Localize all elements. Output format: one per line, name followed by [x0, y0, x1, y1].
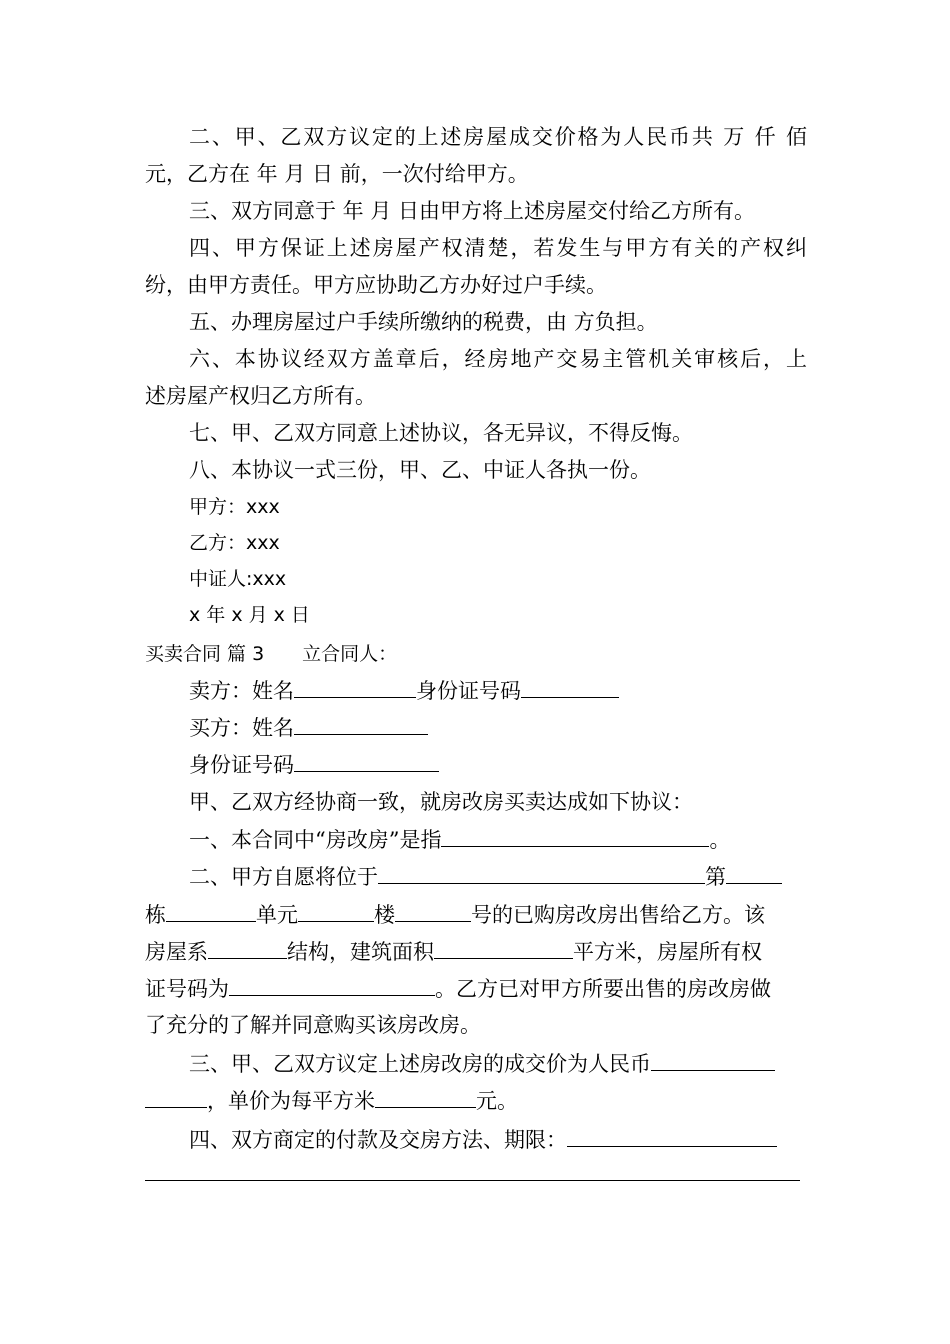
agreement-intro: 甲、乙双方经协商一致，就房改房买卖达成如下协议：	[189, 790, 693, 814]
clause-8: 八、本协议一式三份，甲、乙、中证人各执一份。	[189, 458, 651, 482]
certificate-label: 证号码为	[145, 977, 229, 1001]
clause-7: 七、甲、乙双方同意上述协议，各无异议，不得反悔。	[189, 421, 693, 445]
contract-clause-2-line-2	[145, 896, 807, 933]
buyer-id-label: 身份证号码	[189, 753, 294, 777]
unit-blank	[298, 896, 374, 922]
party-b-signature: 乙方：xxx	[189, 532, 280, 554]
area-blank	[434, 933, 573, 959]
unit-price-blank	[375, 1082, 476, 1108]
contract-clause-2-line-5: 了充分的了解并同意购买该房改房。	[145, 1013, 481, 1037]
clause-6-line-2: 述房屋产权归乙方所有。	[145, 384, 376, 408]
clause-1-end: 。	[709, 828, 731, 852]
clause-5: 五、办理房屋过户手续所缴纳的税费，由 方负担。	[189, 310, 658, 334]
clause-4-line-2: 纷，由甲方责任。甲方应协助乙方办好过户手续。	[145, 273, 607, 297]
seller-line	[189, 672, 807, 709]
buyer-name-blank	[294, 709, 428, 735]
price-text: 三、甲、乙双方议定上述房改房的成交价为人民币	[189, 1052, 651, 1076]
buyer-id-blank	[294, 746, 439, 772]
certificate-blank	[229, 970, 435, 996]
clause-2-line-2: 元，乙方在 年 月 日 前，一次付给甲方。	[145, 162, 529, 186]
section-heading	[145, 636, 807, 673]
clause-2-no-label: 第	[705, 865, 726, 889]
room-text: 号的已购房改房出售给乙方。该	[471, 903, 765, 927]
ownership-label: 平方米，房屋所有权	[573, 940, 762, 964]
clause-2-text: 二、甲方自愿将位于	[189, 865, 378, 889]
buyer-name-label: 买方：姓名	[189, 716, 294, 740]
area-label: 结构，建筑面积	[287, 940, 434, 964]
floor-label: 楼	[374, 903, 395, 927]
clause-2-location-blank	[378, 858, 705, 884]
unit-label: 单元	[256, 903, 298, 927]
contract-clause-2-line-1	[189, 858, 807, 895]
contract-clause-2-line-4	[145, 970, 807, 1007]
seller-id-label: 身份证号码	[416, 679, 521, 703]
structure-label: 房屋系	[145, 940, 208, 964]
contract-clause-2-line-3	[145, 933, 807, 970]
contract-clause-3-line-1	[189, 1045, 807, 1082]
seller-id-blank	[521, 672, 619, 698]
price-blank-continued	[145, 1082, 207, 1108]
clause-1-blank	[441, 821, 709, 847]
buyer-line	[189, 709, 807, 746]
clause-3: 三、双方同意于 年 月 日由甲方将上述房屋交付给乙方所有。	[189, 199, 756, 223]
price-blank	[651, 1045, 775, 1071]
party-a-signature: 甲方：xxx	[189, 496, 280, 518]
unit-price-label: ，单价为每平方米	[207, 1089, 375, 1113]
clause-4-line-1: 四、甲方保证上述房屋产权清楚，若发生与甲方有关的产权纠	[189, 236, 807, 260]
floor-blank	[395, 896, 471, 922]
certificate-tail: 。乙方已对甲方所要出售的房改房做	[435, 977, 771, 1001]
yuan-label: 元。	[476, 1089, 518, 1113]
witness-signature: 中证人:xxx	[189, 568, 287, 590]
contract-clause-3-line-2	[145, 1082, 807, 1119]
contract-clause-1	[189, 821, 807, 858]
buyer-id-line	[189, 746, 807, 783]
clause-2-number-blank	[726, 858, 782, 884]
sign-date: x 年 x 月 x 日	[189, 604, 310, 626]
seller-name-blank	[294, 672, 416, 698]
clause-6-line-1: 六、本协议经双方盖章后，经房地产交易主管机关审核后，上	[189, 347, 807, 371]
section-intro: 立合同人：	[302, 643, 398, 665]
seller-name-label: 卖方：姓名	[189, 679, 294, 703]
section-title: 买卖合同 篇 3	[145, 643, 265, 665]
structure-blank	[208, 933, 287, 959]
payment-terms-text: 四、双方商定的付款及交房方法、期限：	[189, 1128, 567, 1152]
clause-1-text: 一、本合同中“房改房”是指	[189, 828, 442, 852]
payment-terms-blank-line	[145, 1180, 800, 1181]
building-label: 栋	[145, 903, 166, 927]
contract-clause-4-line-1	[189, 1121, 807, 1158]
building-blank	[166, 896, 256, 922]
payment-terms-blank	[567, 1121, 777, 1147]
clause-2-line-1: 二、甲、乙双方议定的上述房屋成交价格为人民币共 万 仟 佰	[189, 125, 807, 149]
